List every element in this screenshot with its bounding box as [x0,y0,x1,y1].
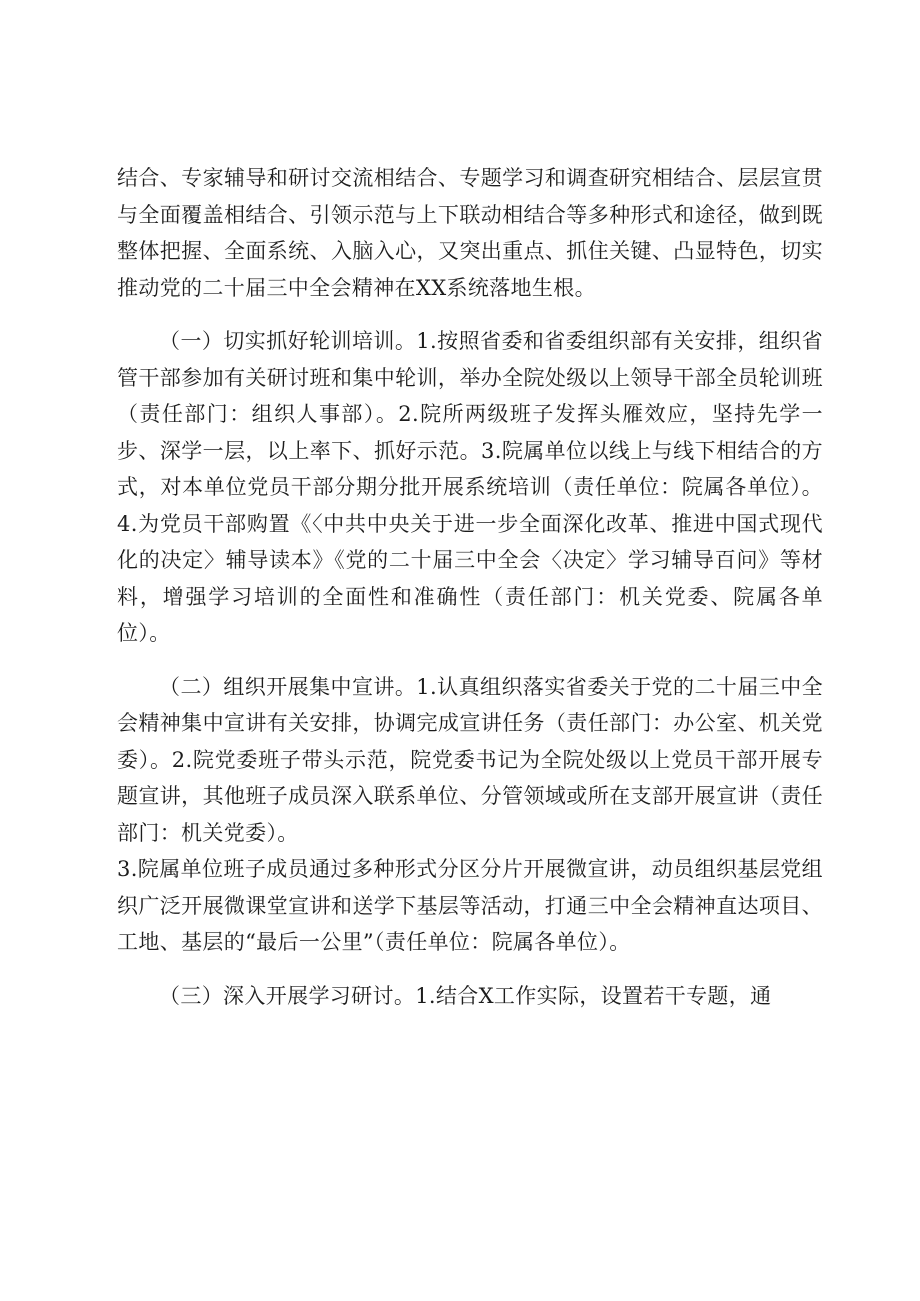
paragraph-intro-continuation: 结合、专家辅导和研讨交流相结合、专题学习和调查研究相结合、层层宣贯与全面覆盖相结合、引领示范与上下联动相结合等多种形式和途径，做到既整体把握、全面系统、入脑入心，又突出重点、抓住关键、凸显特色，切实推动党的二十届三中全会精神在XX系统落地生根。 [117,166,823,300]
paragraph-section-2-lectures: （二）组织开展集中宣讲。1.认真组织落实省委关于党的二十届三中全会精神集中宣讲有关安排，协调完成宣讲任务（责任部门：办公室、机关党委）。2.院党委班子带头示范，院党委书记为全院处级以上党员干部开展专题宣讲，其他班子成员深入联系单位、分管领域或所在支部开展宣讲（责任部门：机关党委）。 [117,674,823,845]
paragraph-section-2-item-3: 3.院属单位班子成员通过多种形式分区分片开展微宣讲，动员组织基层党组织广泛开展微课堂宣讲和送学下基层等活动，打通三中全会精神直达项目、工地、基层的“最后一公里”（责任单位：院属各单位）。 [117,857,823,954]
document-body [117,160,823,1014]
paragraph-section-1-training: （一）切实抓好轮训培训。1.按照省委和省委组织部有关安排，组织省管干部参加有关研讨班和集中轮训，举办全院处级以上领导干部全员轮训班（责任部门：组织人事部）。2.院所两级班子发挥头雁效应，坚持先学一步、深学一层，以上率下、抓好示范。3.院属单位以线上与线下相结合的方式，对本单位党员干部分期分批开展系统培训（责任单位：院属各单位）。4.为党员干部购置《〈中共中央关于进一步全面深化改革、推进中国式现代化的决定〉辅导读本》《党的二十届三中全会〈决定〉学习辅导百问》等材料，增强学习培训的全面性和准确性（责任部门：机关党委、院属各单位）。 [117,329,823,645]
paragraph-section-3-study: （三）深入开展学习研讨。1.结合X工作实际，设置若干专题，通 [159,983,772,1008]
